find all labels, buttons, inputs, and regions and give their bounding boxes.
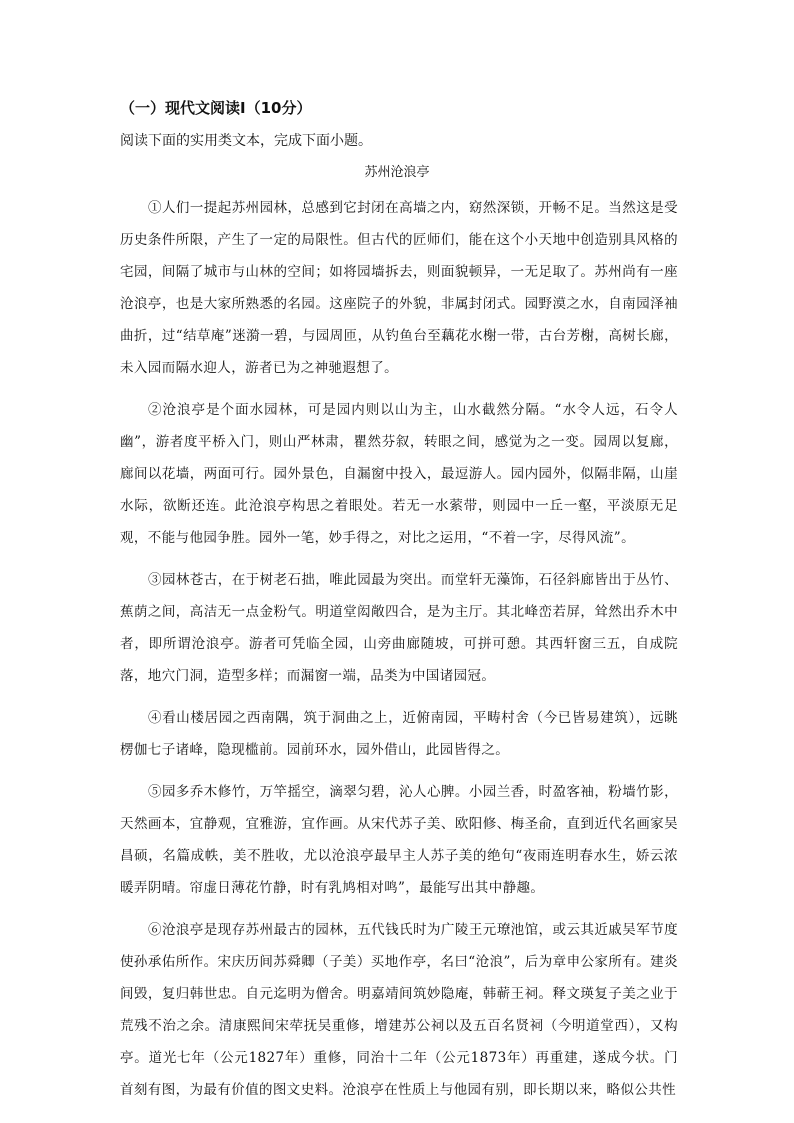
paragraph-3: ③园林苍古，在于树老石拙，唯此园最为突出。而堂轩无藻饰，石径斜廊皆出于丛竹、蕉荫之间，高洁无一点金粉气。明道堂闳敞四合，是为主厅。其北峰峦若屏，耸然出乔木中者，即所谓沧浪亭。游者可凭临全园，山旁曲廊随坡，可拼可憩。其西轩窗三五，自成院落，地穴门洞，造型多样；而漏窗一端，品类为中国诸园冠。 [120,572,678,684]
paragraph-5: ⑤园多乔木修竹，万竿摇空，滴翠匀碧，沁人心脾。小园兰香，时盈客袖，粉墙竹影，天然画本，宜静观，宜雅游，宜作画。从宋代苏子美、欧阳修、梅圣俞，直到近代名画家吴昌硕，名篇成帙，美不胜收，尤以沧浪亭最早主人苏子美的绝句“夜雨连明春水生，娇云浓暖弄阴晴。帘虚日薄花竹静，时有乳鸠相对鸣”，最能写出其中静趣。 [120,784,678,896]
paragraph-2: ②沧浪亭是个面水园林，可是园内则以山为主，山水截然分隔。“水令人远，石令人幽”，游者度平桥入门，则山严林肃，瞿然芬叙，转眼之间，感觉为之一变。园周以复廊，廊间以花墙，两面可行。园外景色，自漏窗中投入，最逗游人。园内园外，似隔非隔，山崖水际，欲断还连。此沧浪亭构思之着眼处。若无一水萦带，则园中一丘一壑，平淡原无足观，不能与他园争胜。园外一笔，妙手得之，对比之运用，“不着一字，尽得风流”。 [120,402,678,546]
paragraph-4: ④看山楼居园之西南隅，筑于洞曲之上，近俯南园，平畴村舍（今已皆易建筑），远眺楞伽七子诸峰，隐现槛前。园前环水，园外借山，此园皆得之。 [120,710,678,758]
section-title: （一）现代文阅读Ⅰ（10分） [120,99,312,117]
article-body [120,192,678,1116]
reading-instruction: 阅读下面的实用类文本，完成下面小题。 [120,133,372,149]
article-title: 苏州沧浪亭 [364,165,430,180]
paragraph-6: ⑥沧浪亭是现存苏州最古的园林，五代钱氏时为广陵王元璙池馆，或云其近戚吴军节度使孙承佑所作。宋庆历间苏舜卿（子美）买地作亭，名曰“沧浪”，后为章申公家所有。建炎间毁，复归韩世忠。自元迄明为僧舍。明嘉靖间筑妙隐庵，韩蕲王祠。释文瑛复子美之业于荒残不治之余。清康熙间宋荦抚吴重修，增建苏公祠以及五百名贤祠（今明道堂西），又构亭。道光七年（公元1827年）重修，同治十二年（公元1873年）再重建，遂成今状。门首刻有图，为最有价值的图文史料。沧浪亭在性质上与他园有别，即长期以来，略似公共性 [120,922,678,1098]
paragraph-1: ①人们一提起苏州园林，总感到它封闭在高墙之内，窈然深锁，开畅不足。当然这是受历史条件所限，产生了一定的局限性。但古代的匠师们，能在这个小天地中创造别具风格的宅园，间隔了城市与山林的空间；如将园墙拆去，则面貌顿异，一无足取了。苏州尚有一座沧浪亭，也是大家所熟悉的名园。这座院子的外貌，非属封闭式。园野漠之水，自南园泽袖曲折，过“结草庵”迷漪一碧，与园周匝，从钓鱼台至藕花水榭一带，古台芳榭，高树长廊，未入园而隔水迎人，游者已为之神驰遐想了。 [120,200,678,376]
